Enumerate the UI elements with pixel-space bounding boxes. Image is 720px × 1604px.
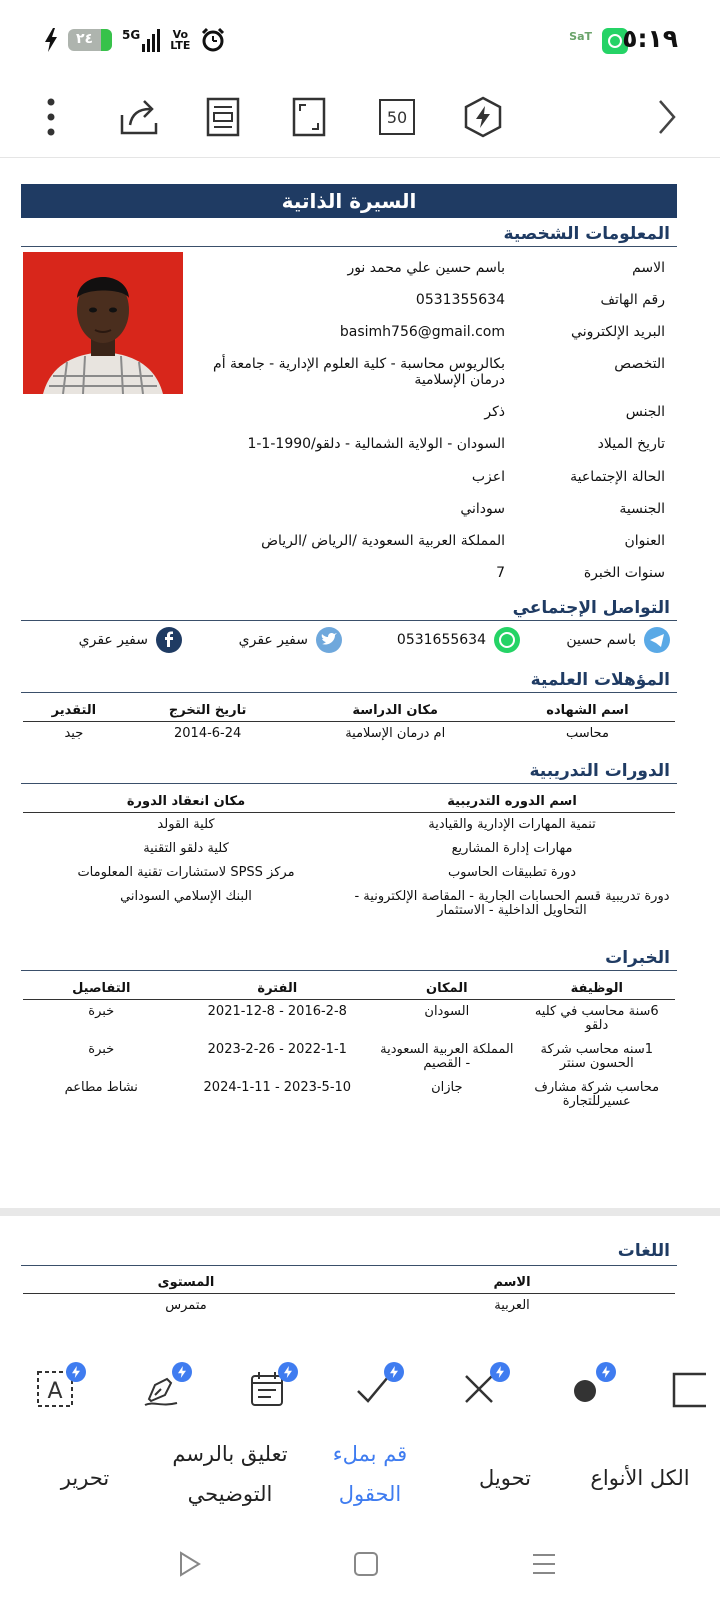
section-divider (21, 783, 677, 784)
facebook-icon (156, 627, 182, 653)
value-birth-date: السودان - الولاية الشمالية - دلقو/1990-1-1 (247, 436, 505, 452)
value-address: المملكة العربية السعودية /الرياض /الرياض (261, 533, 505, 549)
battery-fill (101, 29, 112, 51)
table-cell: 2022-1-1 - 2023-2-26 (207, 1042, 347, 1057)
social-twitter-text: سفير عقري (238, 632, 308, 648)
rectangle-icon (666, 1369, 706, 1409)
social-facebook[interactable] (79, 627, 182, 653)
table-header: مكان الدراسة (291, 700, 500, 722)
menu-icon (531, 1551, 557, 1577)
table-header: الفترة (180, 978, 376, 1000)
section-divider (21, 970, 677, 971)
nav-back-button[interactable] (170, 1546, 210, 1582)
share-button[interactable] (114, 92, 164, 142)
value-phone: 0531355634 (415, 292, 505, 308)
section-divider (21, 1265, 677, 1266)
table-cell: جازان (431, 1080, 463, 1095)
table-cell: 2014-6-24 (174, 726, 242, 741)
tab-fill-fields-line1: قم بملء (332, 1442, 408, 1466)
signal-icon (122, 29, 160, 52)
table-row (23, 1294, 675, 1319)
viewer-toolbar (0, 80, 720, 158)
table-header-row (23, 978, 675, 1000)
tab-annotate[interactable] (165, 1434, 295, 1514)
alarm-icon (200, 27, 226, 53)
carrier-icon: SaT (569, 30, 592, 43)
section-title-courses: الدورات التدريبية (529, 761, 670, 781)
more-options-button[interactable] (26, 92, 76, 142)
table-row (23, 813, 675, 838)
svg-text:A: A (47, 1379, 63, 1404)
table-header: مكان انعقاد الدورة (23, 791, 349, 813)
premium-badge (278, 1362, 298, 1382)
table-header: التفاصيل (23, 978, 180, 1000)
checkmark-tool[interactable] (348, 1364, 398, 1414)
battery-level: ٢٤ (76, 31, 94, 47)
social-facebook-text: سفير عقري (78, 632, 148, 648)
fullscreen-icon (292, 97, 326, 137)
languages-table (23, 1272, 675, 1318)
status-left-icons (44, 22, 226, 58)
section-title-personal: المعلومات الشخصية (503, 224, 670, 244)
section-title-social: التواصل الإجتماعي (512, 598, 670, 618)
table-header: التقدير (23, 700, 125, 722)
label-birth-date: تاريخ الميلاد (597, 436, 665, 452)
table-cell: جيد (64, 726, 84, 741)
power-mode-button[interactable] (458, 92, 508, 142)
social-twitter[interactable] (239, 627, 342, 653)
nav-recents-button[interactable] (524, 1546, 564, 1582)
value-name: باسم حسين علي محمد نور (347, 260, 505, 276)
table-cell: 2023-5-10 - 2024-1-11 (203, 1080, 352, 1095)
section-divider (21, 246, 677, 247)
table-cell: محاسب (565, 726, 609, 741)
forward-icon (656, 97, 678, 137)
table-header-row (23, 700, 675, 722)
tab-all-types[interactable] (580, 1458, 700, 1498)
table-header-row (23, 791, 675, 813)
section-title-languages: اللغات (617, 1241, 670, 1261)
table-row (23, 885, 675, 923)
label-experience-years: سنوات الخبرة (583, 565, 665, 581)
premium-badge (490, 1362, 510, 1382)
label-address: العنوان (624, 533, 665, 549)
qualifications-table (23, 700, 675, 746)
table-cell: دورة تدريبية قسم الحسابات الجارية - المقاصة الإلكترونية - التحاويل الداخلية - الاستثمار (354, 889, 670, 918)
table-header: المكان (375, 978, 518, 1000)
cv-title: السيرة الذاتية (21, 184, 677, 218)
premium-badge (66, 1362, 86, 1382)
table-header: الوظيفة (519, 978, 675, 1000)
value-nationality: سوداني (460, 501, 505, 517)
table-cell: دورة تطبيقات الحاسوب (447, 865, 577, 880)
back-icon (178, 1550, 202, 1578)
whatsapp-icon (494, 627, 520, 653)
battery-icon (68, 29, 112, 51)
telegram-icon (644, 627, 670, 653)
clock: ٥:١٩ (622, 24, 678, 53)
table-row (23, 1076, 675, 1114)
table-cell: نشاط مطاعم (64, 1080, 138, 1095)
label-email: البريد الإلكتروني (571, 324, 665, 340)
tab-all-types-label: الكل الأنواع (590, 1466, 690, 1490)
label-marital-status: الحالة الإجتماعية (570, 469, 665, 485)
signature-tool[interactable] (136, 1364, 186, 1414)
zoom-icon (379, 99, 415, 135)
text-box-tool[interactable] (30, 1364, 80, 1414)
table-cell: محاسب شركة مشارف عسيرللتجارة (534, 1080, 660, 1109)
zoom-level: 50 (386, 107, 408, 127)
page-separator (0, 1208, 720, 1216)
mode-tabs (0, 1434, 720, 1524)
date-tool[interactable] (242, 1364, 292, 1414)
table-cell: مهارات إدارة المشاريع (451, 841, 573, 856)
profile-photo (23, 252, 183, 394)
table-header: الاسم (349, 1272, 675, 1294)
network-type: 5G (122, 27, 141, 42)
experience-table (23, 978, 675, 1114)
table-row (23, 837, 675, 861)
label-phone: رقم الهاتف (600, 292, 665, 308)
rectangle-tool[interactable] (666, 1364, 706, 1414)
table-cell: العربية (494, 1298, 530, 1313)
tab-edit[interactable] (40, 1458, 130, 1498)
value-email[interactable]: basimh756@gmail.com (339, 324, 505, 340)
table-cell: خبرة (88, 1004, 115, 1019)
tab-annotate-line2: التوضيحي (187, 1482, 273, 1506)
table-cell: تنمية المهارات الإدارية والقيادية (428, 817, 596, 832)
page-view-button[interactable] (198, 92, 248, 142)
table-cell: كلية القولد (157, 817, 215, 832)
table-header: اسم الشهاده (500, 700, 675, 722)
social-whatsapp-text: 0531655634 (396, 632, 486, 648)
tab-convert-label: تحويل (479, 1466, 531, 1490)
table-row (23, 1000, 675, 1039)
tab-fill-fields-line2: الحقول (338, 1482, 402, 1506)
forward-button[interactable] (642, 92, 692, 142)
table-header: اسم الدوره التدريبية (349, 791, 675, 813)
section-title-experience: الخبرات (605, 948, 670, 968)
section-divider (21, 692, 677, 693)
table-cell: 6سنة محاسب في كليه دلقو (534, 1004, 659, 1033)
dot-tool[interactable] (560, 1364, 610, 1414)
tab-convert[interactable] (460, 1458, 550, 1498)
tab-annotate-line1: تعليق بالرسم (172, 1442, 288, 1466)
social-telegram-text: باسم حسين (566, 632, 636, 648)
twitter-icon (316, 627, 342, 653)
volte-icon (170, 29, 190, 51)
fullscreen-button[interactable] (284, 92, 334, 142)
premium-badge (384, 1362, 404, 1382)
table-cell: ام درمان الإسلامية (345, 726, 446, 741)
status-bar (0, 0, 720, 80)
volte-line1: Vo (172, 28, 189, 41)
nav-home-button[interactable] (346, 1546, 386, 1582)
table-cell: 1سنه محاسب شركة الحسون سنتر (540, 1042, 654, 1071)
zoom-button[interactable] (372, 92, 422, 142)
table-row (23, 1038, 675, 1076)
label-nationality: الجنسية (619, 501, 665, 517)
premium-badge (172, 1362, 192, 1382)
value-gender: ذكر (484, 404, 505, 420)
social-whatsapp[interactable] (397, 627, 520, 653)
document-viewport[interactable] (0, 158, 720, 1338)
label-name: الاسم (632, 260, 665, 276)
table-cell: المملكة العربية السعودية - القصيم (380, 1042, 514, 1071)
tab-edit-label: تحرير (60, 1466, 110, 1490)
table-header: تاريخ التخرج (125, 700, 291, 722)
label-major: التخصص (614, 356, 665, 372)
charging-icon (44, 28, 58, 52)
courses-table (23, 791, 675, 923)
cross-tool[interactable] (454, 1364, 504, 1414)
share-icon (118, 97, 160, 137)
table-header: المستوى (23, 1272, 349, 1294)
social-telegram[interactable] (566, 627, 670, 653)
volte-line2: LTE (170, 39, 191, 52)
annotation-tools-bar (0, 1338, 720, 1434)
section-title-qualifications: المؤهلات العلمية (530, 670, 670, 690)
table-cell: كلية دلقو التقنية (143, 841, 229, 856)
table-cell: 2016-2-8 - 2021-12-8 (207, 1004, 347, 1019)
value-marital-status: اعزب (471, 469, 505, 485)
table-cell: خبرة (88, 1042, 115, 1057)
table-header-row (23, 1272, 675, 1294)
system-nav-bar (0, 1524, 720, 1604)
page-view-icon (206, 97, 240, 137)
home-icon (353, 1551, 379, 1577)
table-cell: متمرس (165, 1298, 207, 1313)
label-gender: الجنس (625, 404, 665, 420)
table-cell: البنك الإسلامي السوداني (120, 889, 252, 904)
value-experience-years: 7 (496, 565, 505, 581)
table-row (23, 861, 675, 885)
power-mode-icon (463, 96, 503, 138)
table-cell: السودان (424, 1004, 470, 1019)
more-icon (46, 97, 56, 137)
table-row (23, 722, 675, 747)
value-major: بكالريوس محاسبة - كلية العلوم الإدارية - جامعة أم درمان الإسلامية (213, 356, 505, 388)
table-cell: مركز SPSS لاستشارات تقنية المعلومات (77, 865, 295, 880)
premium-badge (596, 1362, 616, 1382)
section-divider (21, 620, 677, 621)
